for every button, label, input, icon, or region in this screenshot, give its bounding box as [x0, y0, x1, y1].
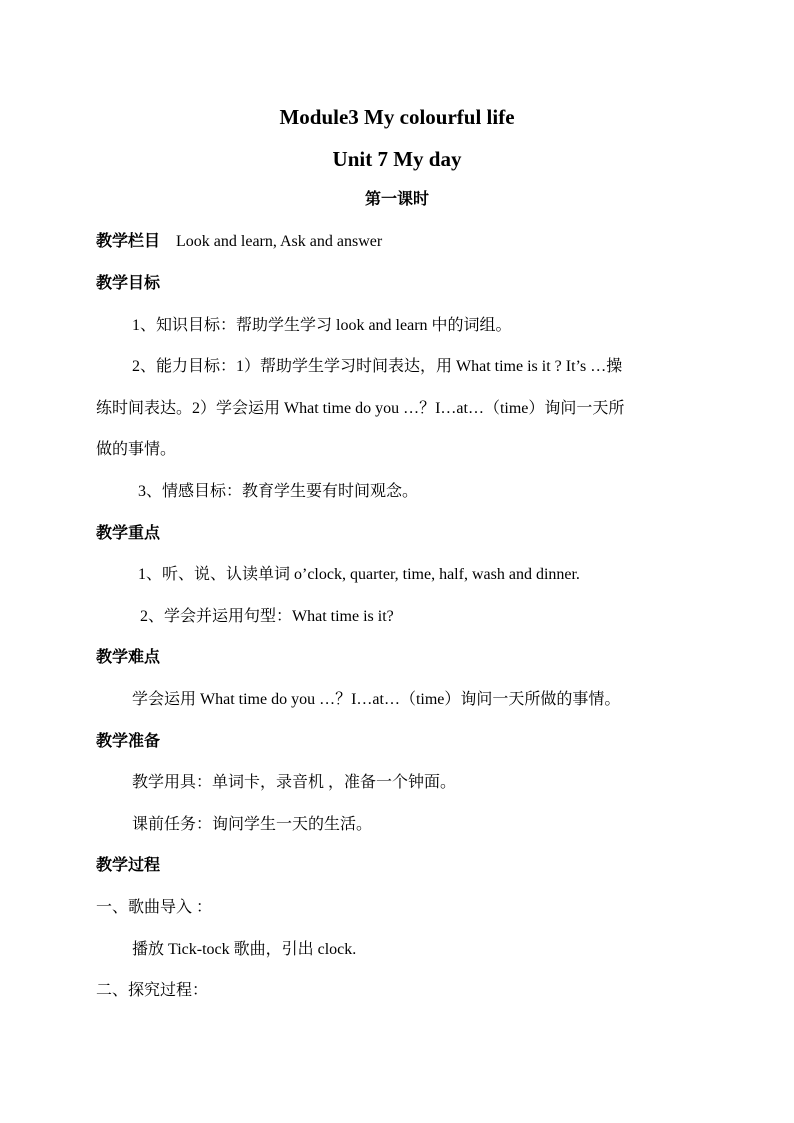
goal-3: 3、情感目标：教育学生要有时间观念。	[138, 483, 419, 500]
prep-heading: 教学准备	[96, 733, 161, 750]
goals-heading: 教学目标	[96, 275, 161, 292]
step-2: 二、探究过程：	[96, 982, 209, 999]
column-value: Look and learn, Ask and answer	[176, 233, 383, 250]
prep-2: 课前任务：询问学生一天的生活。	[132, 816, 373, 833]
step-1-detail: 播放 Tick-tock 歌曲，引出 clock.	[132, 941, 357, 958]
difficulty-1: 学会运用 What time do you …？I…at…（time）询问一天所做的事情。	[132, 691, 621, 708]
goal-2-line-1: 2、能力目标：1）帮助学生学习时间表达，用 What time is it ? It’s …操	[132, 358, 623, 375]
document-title: Module3 My colourful life	[279, 105, 515, 129]
process-heading: 教学过程	[96, 857, 161, 874]
prep-1: 教学用具：单词卡，录音机 ，准备一个钟面。	[132, 774, 457, 791]
focus-heading: 教学重点	[96, 525, 161, 542]
column-label: 教学栏目	[96, 233, 161, 250]
unit-title: Unit 7 My day	[332, 147, 462, 171]
goal-2-line-2: 练时间表达。2）学会运用 What time do you …？I…at…（time）询问一天所	[96, 400, 625, 417]
step-1: 一、歌曲导入 ：	[96, 899, 213, 916]
column-row	[96, 232, 382, 252]
goal-1: 1、知识目标：帮助学生学习 look and learn 中的词组。	[132, 317, 512, 334]
lesson-label: 第一课时	[364, 191, 429, 208]
focus-2: 2、学会并运用句型：What time is it?	[140, 608, 394, 625]
difficulty-heading: 教学难点	[96, 649, 161, 666]
focus-1: 1、听、说、认读单词 o’clock, quarter, time, half, wash and dinner.	[138, 566, 580, 583]
goal-2-line-3: 做的事情。	[96, 441, 177, 458]
